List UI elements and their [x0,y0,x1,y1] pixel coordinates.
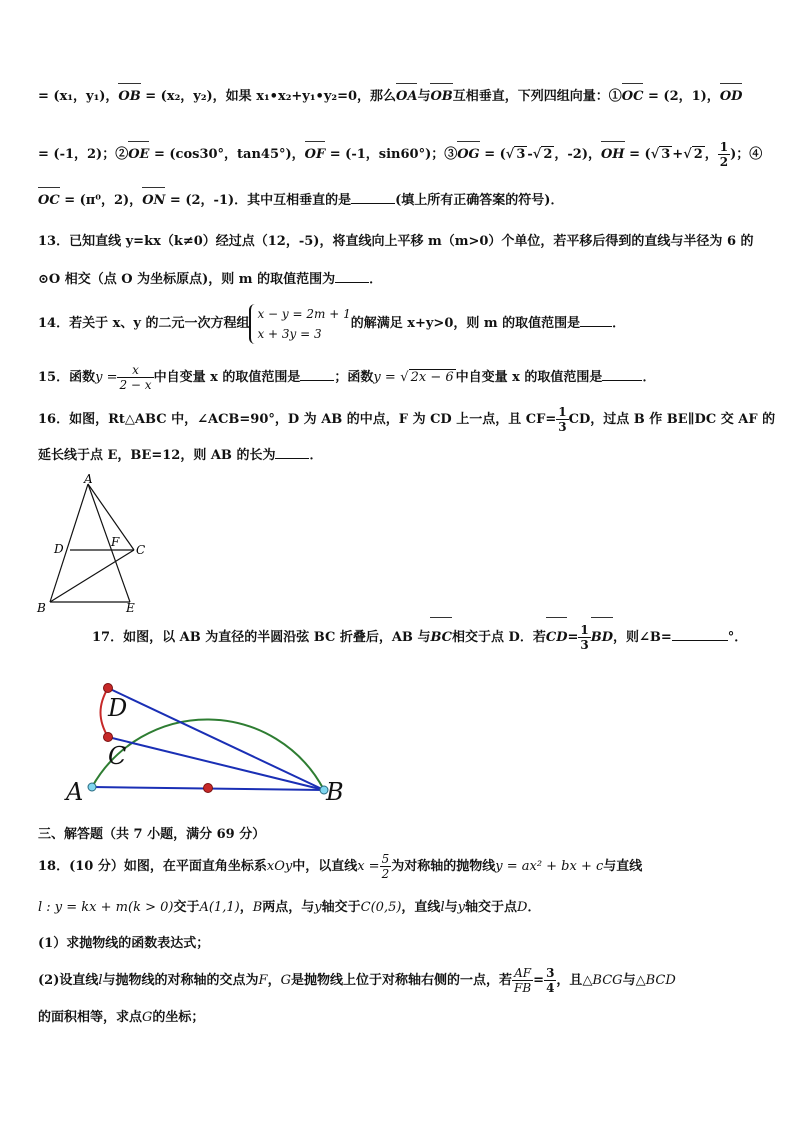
numerator: 1 [719,140,729,154]
formula: D [517,900,528,915]
chord-cb [108,737,324,790]
formula: F [258,973,268,988]
fraction [718,140,730,169]
vector-of: OF [304,147,326,162]
text: = ( [624,147,651,162]
fraction [380,852,392,881]
sqrt-3: 3 [516,147,526,162]
answer-blank[interactable] [580,326,612,327]
formula: l : y = kx + m(k > 0) [38,900,174,915]
q12-line-2: = (-1，2)；②OE = (cos30°，tan45°)，OF = (-1，sin60°)；③OG = (√ 3 -√ 2 ，-2)，OH = (√ 3 +√ 2 ， $\frac{1}{2}$ )；④ [38,140,763,169]
text: 相交于点 D．若 [452,630,546,645]
text: = (π⁰，2)， [59,193,143,208]
sqrt-2: 2 [543,147,553,162]
denominator: 3 [580,638,589,652]
denominator: FB [514,981,532,995]
q12-line-3 [38,192,563,210]
answer-blank[interactable] [602,380,642,381]
formula: l [98,973,103,988]
fraction [578,623,590,652]
denominator: 2 − x [119,378,152,392]
denominator: 2 [719,155,729,169]
equation-2: x + 3y = 3 [257,326,322,341]
vector-oc: OC [621,89,644,104]
numerator: x [117,363,153,378]
semicircle-arc [92,719,324,790]
text: ． [612,316,626,331]
center-point [204,784,213,793]
sqrt-expression: √ 2x − 6 [400,370,454,385]
vector-ob: OB [430,89,453,104]
q18-part-2-cont [38,1009,204,1027]
text: ， [704,147,718,162]
text: = [567,630,579,645]
numerator: 1 [558,405,567,419]
label-b: B [326,778,344,806]
text: = (-1，2)；② [38,147,129,162]
fraction [117,363,153,392]
formula: xOy [266,859,293,874]
label-a: A [66,778,84,806]
answer-blank[interactable] [275,458,309,459]
q16-line-1 [38,404,775,436]
formula: △BCD [635,973,676,988]
formula: y = ax² + bx + c [495,859,604,874]
denominator: 2 [381,867,390,881]
denominator: 4 [546,981,555,995]
point-a [88,783,96,791]
text: 两点，与 [262,900,315,915]
q14-line [38,303,625,345]
text: = (2，1)， [643,89,720,104]
numerator: AF [512,966,533,981]
text: ，-2)， [554,147,601,162]
answer-blank[interactable] [300,380,334,381]
folded-arc [101,688,109,737]
segment-bc [50,550,134,602]
text: - [527,147,533,162]
text: ， [267,973,281,988]
vector-oe: OE [128,147,150,162]
triangle-figure [34,472,154,616]
answer-blank[interactable] [672,640,728,641]
text: ． [642,370,656,385]
formula: y = [373,370,396,385]
text: 18．(10 分）如图，在平面直角坐标系 [38,859,267,874]
text: 轴交于 [321,900,361,915]
text: 交于 [173,900,200,915]
text: 中，以直线 [292,859,358,874]
q18-part-1: (1）求抛物线的函数表达式； [38,936,210,951]
text: 14．若关于 x、y 的二元一次方程组 [38,316,250,331]
arc-cd: CD [546,622,568,654]
text: °． [727,630,748,645]
vector-ob: OB [118,89,141,104]
vector-on: ON [142,193,166,208]
formula: △BCG [582,973,623,988]
q15-line [38,362,655,394]
point-c [104,733,113,742]
q16-line-2 [38,447,322,465]
numerator: 3 [546,966,555,980]
label-c: C [136,543,146,557]
vector-oh: OH [600,147,625,162]
numerator: 1 [580,623,589,637]
formula: C(0,5) [360,900,402,915]
text: 与 [417,89,431,104]
formula: y [314,900,322,915]
q18-line-1 [38,850,642,884]
label-b: B [37,601,46,615]
text: 17．如图，以 AB 为直径的半圆沿弦 BC 折叠后，AB 与 [92,630,431,645]
q17-line [92,622,747,654]
label-c: C [108,742,127,770]
formula: x = [357,859,380,874]
text: = (-1，sin60°)；③ [325,147,458,162]
text: 与 [622,973,636,988]
section-title: 三、解答题（共 7 小题，满分 69 分） [38,827,266,842]
fraction [544,966,556,995]
text: + [672,147,684,162]
answer-blank[interactable] [335,282,369,283]
radicand: 2x − 6 [410,370,454,385]
text: 16．如图，Rt△ABC 中，∠ACB=90°，D 为 AB 的中点，F 为 CD 上一点，且 CF= [38,412,557,427]
text: )；④ [730,147,763,162]
vector-od: OD [719,89,743,104]
q12-line-1 [38,88,742,106]
text: 的解满足 x+y>0，则 m 的取值范围是 [350,316,581,331]
text: ⊙O 相交（点 O 为坐标原点)，则 m 的取值范围为 [38,272,336,287]
arc-bd: BD [591,622,613,654]
text: 轴交于点 [464,900,517,915]
vector-oa: OA [396,89,418,104]
text: (2)设直线 [38,973,99,988]
numerator: 5 [381,852,390,866]
formula: G [280,973,291,988]
text: = ( [479,147,506,162]
text: ，且 [556,973,583,988]
text: 延长线于点 E，BE=12，则 AB 的长为 [38,448,276,463]
label-a: A [84,472,93,486]
fraction [556,405,568,434]
text: 是抛物线上位于对称轴右侧的一点，若 [290,973,512,988]
formula: G [142,1010,153,1025]
text: 为对称轴的抛物线 [391,859,496,874]
text: = (cos30°，tan45°)， [149,147,305,162]
label-d: D [108,694,128,722]
text: ， [239,900,253,915]
text: = (x₁，y₁)， [38,89,119,104]
q18-part-2 [38,964,676,998]
text: 的面积相等，求点 [38,1010,143,1025]
segment-ae [88,484,130,602]
text: ． [527,900,541,915]
label-e: E [126,601,135,615]
q13-line-1: 13．已知直线 y=kx（k≠0）经过点（12，-5)，将直线向上平移 m（m>0）个单位，若平移后得到的直线与半径为 6 的 [38,234,754,249]
vector-oc: OC [38,193,60,208]
formula: l [440,900,445,915]
sqrt-3: 3 [661,147,671,162]
fraction [512,966,533,995]
equation-1: x − y = 2m + 1 [257,306,351,321]
q13-line-2 [38,271,382,289]
sqrt-2: 2 [693,147,703,162]
formula: y [457,900,465,915]
text: 与抛物线的对称轴的交点为 [102,973,259,988]
text: = (x₂，y₂)，如果 x₁•x₂+y₁•y₂=0，那么 [140,89,397,104]
text: = [533,973,545,988]
text: ，则∠B= [613,630,672,645]
text: CD，过点 B 作 BE∥DC 交 AF 的 [568,412,776,427]
label-d: D [54,542,64,556]
arc-bc: BC [430,622,452,654]
label-f: F [111,535,120,549]
semicircle-figure [60,660,360,810]
text: ；函数 [334,370,374,385]
vector-og: OG [457,147,480,162]
denominator: 3 [558,420,567,434]
text: (填上所有正确答案的符号)． [395,193,564,208]
text: 15．函数 [38,370,96,385]
text: 互相垂直，下列四组向量：① [452,89,622,104]
text: 与直线 [603,859,643,874]
formula: A(1,1) [199,900,240,915]
text: 与 [444,900,458,915]
text: 中自变量 x 的取值范围是 [153,370,301,385]
text: 的坐标； [152,1010,205,1025]
q18-line-2 [38,899,540,917]
text: ． [309,448,323,463]
text: ． [369,272,383,287]
text: = (2，-1)．其中互相垂直的是 [165,193,352,208]
equation-system [249,304,350,344]
point-d [104,684,113,693]
segment-db [108,688,324,790]
answer-blank[interactable] [351,203,395,204]
formula: B [252,900,263,915]
text: ，直线 [401,900,441,915]
text: 中自变量 x 的取值范围是 [455,370,603,385]
formula: y = [95,370,118,385]
